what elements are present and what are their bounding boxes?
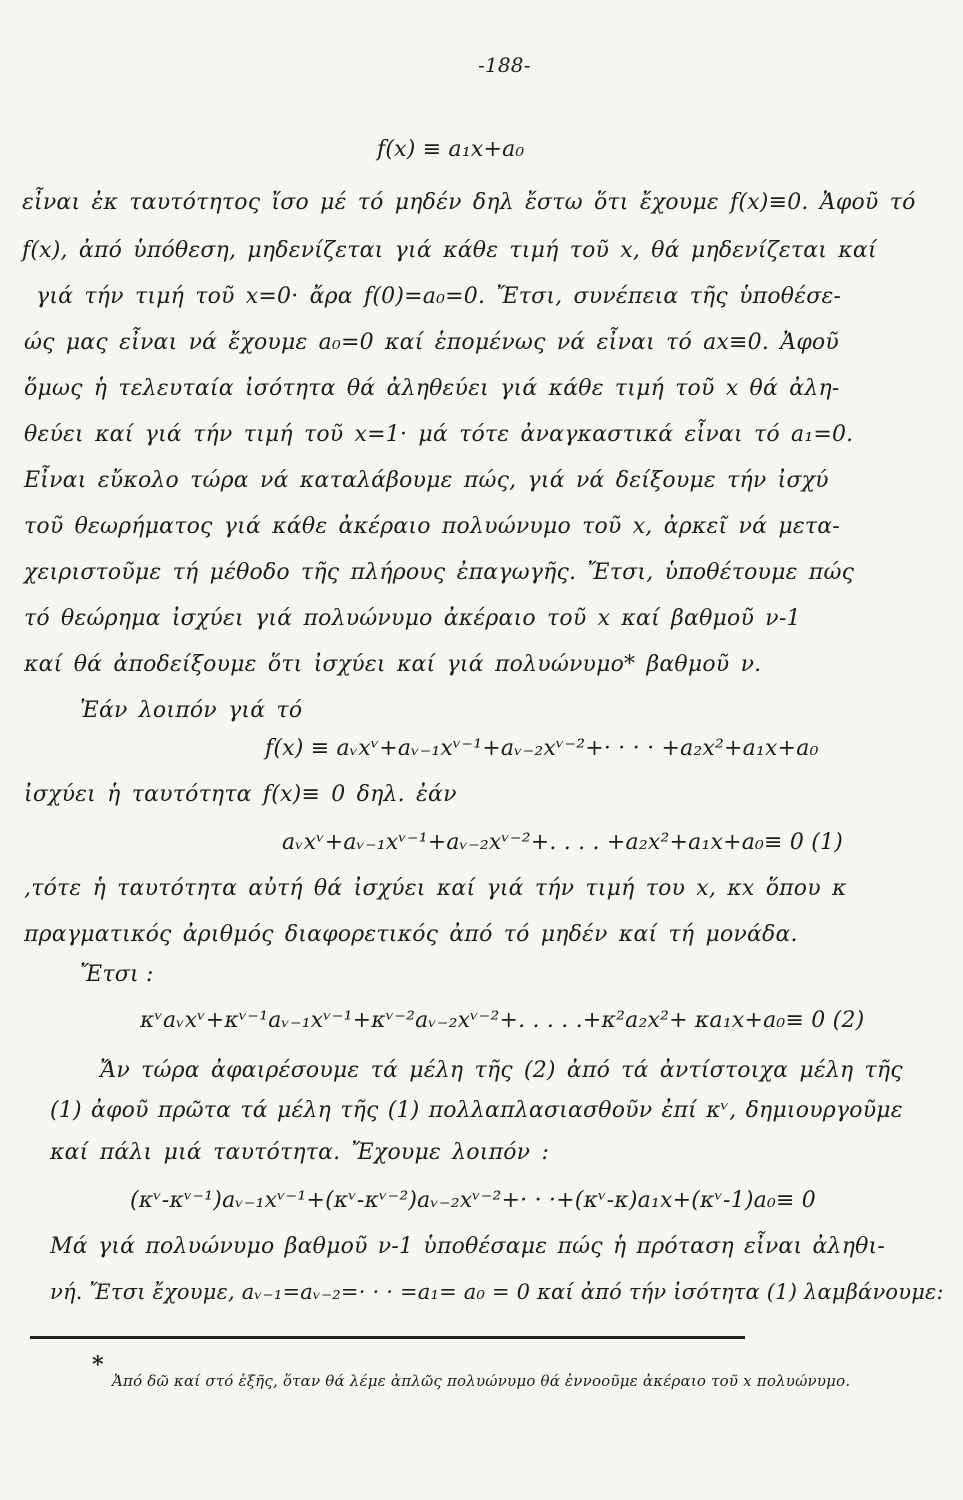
equation-line: aᵥxᵛ+aᵥ₋₁xᵛ⁻¹+aᵥ₋₂xᵛ⁻²+. . . . +a₂x²+a₁x+a₀≡ 0 (1) bbox=[282, 830, 844, 855]
text-line: ἰσχύει ἡ ταυτότητα f(x)≡ 0 δηλ. ἐάν bbox=[24, 782, 457, 807]
text-line: f(x), ἀπό ὑπόθεση, μηδενίζεται γιά κάθε τιμή τοῦ x, θά μηδενίζεται καί bbox=[22, 238, 877, 263]
text-line: καί πάλι μιά ταυτότητα. Ἔχουμε λοιπόν : bbox=[50, 1140, 550, 1165]
footnote-text: Ἀπό δῶ καί στό ἑξῆς, ὅταν θά λέμε ἁπλῶς πολυώνυμο θά ἐννοοῦμε ἀκέραιο τοῦ x πολυώνυμο. bbox=[112, 1372, 851, 1390]
text-line: θεύει καί γιά τήν τιμή τοῦ x=1· μά τότε ἀναγκαστικά εἶναι τό a₁=0. bbox=[24, 422, 854, 447]
equation-line: κᵛaᵥxᵛ+κᵛ⁻¹aᵥ₋₁xᵛ⁻¹+κᵛ⁻²aᵥ₋₂xᵛ⁻²+. . . . .+κ²a₂x²+ κa₁x+a₀≡ 0 (2) bbox=[140, 1008, 865, 1033]
text-line: Ἔτσι : bbox=[80, 962, 154, 987]
text-line: νή. Ἔτσι ἔχουμε, aᵥ₋₁=aᵥ₋₂=· · · =a₁= a₀ = 0 καί ἀπό τήν ἰσότητα (1) λαμβάνουμε: bbox=[50, 1280, 944, 1304]
text-line: Εἶναι εὔκολο τώρα νά καταλάβουμε πώς, γιά νά δείξουμε τήν ἰσχύ bbox=[24, 468, 829, 493]
footnote-mark: * bbox=[92, 1352, 104, 1378]
equation-line: f(x) ≡ aᵥxᵛ+aᵥ₋₁xᵛ⁻¹+aᵥ₋₂xᵛ⁻²+· · · · +a₂x²+a₁x+a₀ bbox=[265, 736, 819, 761]
text-line: καί θά ἀποδείξουμε ὅτι ἰσχύει καί γιά πολυώνυμο* βαθμοῦ ν. bbox=[24, 652, 762, 677]
text-line: Ἄν τώρα ἀφαιρέσουμε τά μέλη τῆς (2) ἀπό τά ἀντίστοιχα μέλη τῆς bbox=[100, 1058, 903, 1083]
text-line: ,τότε ἡ ταυτότητα αὐτή θά ἰσχύει καί γιά τήν τιμή του x, κx ὅπου κ bbox=[24, 876, 847, 901]
text-line: (1) ἀφοῦ πρῶτα τά μέλη τῆς (1) πολλαπλασιασθοῦν ἐπί κᵛ, δημιουργοῦμε bbox=[50, 1098, 903, 1123]
text-line: εἶναι ἐκ ταυτότητος ἴσο μέ τό μηδέν δηλ ἔστω ὅτι ἔχουμε f(x)≡0. Ἀφοῦ τό bbox=[22, 190, 916, 215]
page-number: -188- bbox=[478, 53, 531, 77]
text-line: τοῦ θεωρήματος γιά κάθε ἀκέραιο πολυώνυμο τοῦ x, ἀρκεῖ νά μετα- bbox=[24, 514, 840, 539]
equation-line: f(x) ≡ a₁x+a₀ bbox=[377, 137, 525, 162]
text-line: ὅμως ἡ τελευταία ἰσότητα θά ἀληθεύει γιά κάθε τιμή τοῦ x θά ἀλη- bbox=[24, 376, 840, 401]
equation-line: (κᵛ-κᵛ⁻¹)aᵥ₋₁xᵛ⁻¹+(κᵛ-κᵛ⁻²)aᵥ₋₂xᵛ⁻²+· · ·+(κᵛ-κ)a₁x+(κᵛ-1)a₀≡ 0 bbox=[130, 1188, 816, 1213]
text-line: Μά γιά πολυώνυμο βαθμοῦ ν-1 ὑποθέσαμε πώς ἡ πρόταση εἶναι ἀληθι- bbox=[50, 1234, 885, 1259]
footnote-divider bbox=[30, 1336, 745, 1339]
text-line: γιά τήν τιμή τοῦ x=0· ἄρα f(0)=a₀=0. Ἔτσι, συνέπεια τῆς ὑποθέσε- bbox=[36, 284, 842, 309]
text-line: χειριστοῦμε τή μέθοδο τῆς πλήρους ἐπαγωγῆς. Ἔτσι, ὑποθέτουμε πώς bbox=[24, 560, 855, 585]
text-line: πραγματικός ἀριθμός διαφορετικός ἀπό τό μηδέν καί τή μονάδα. bbox=[24, 922, 798, 947]
text-line: Ἐάν λοιπόν γιά τό bbox=[80, 698, 303, 723]
text-line: ώς μας εἶναι νά ἔχουμε a₀=0 καί ἑπομένως νά εἶναι τό ax≡0. Ἀφοῦ bbox=[24, 330, 839, 355]
text-line: τό θεώρημα ἰσχύει γιά πολυώνυμο ἀκέραιο τοῦ x καί βαθμοῦ ν-1 bbox=[24, 606, 801, 631]
